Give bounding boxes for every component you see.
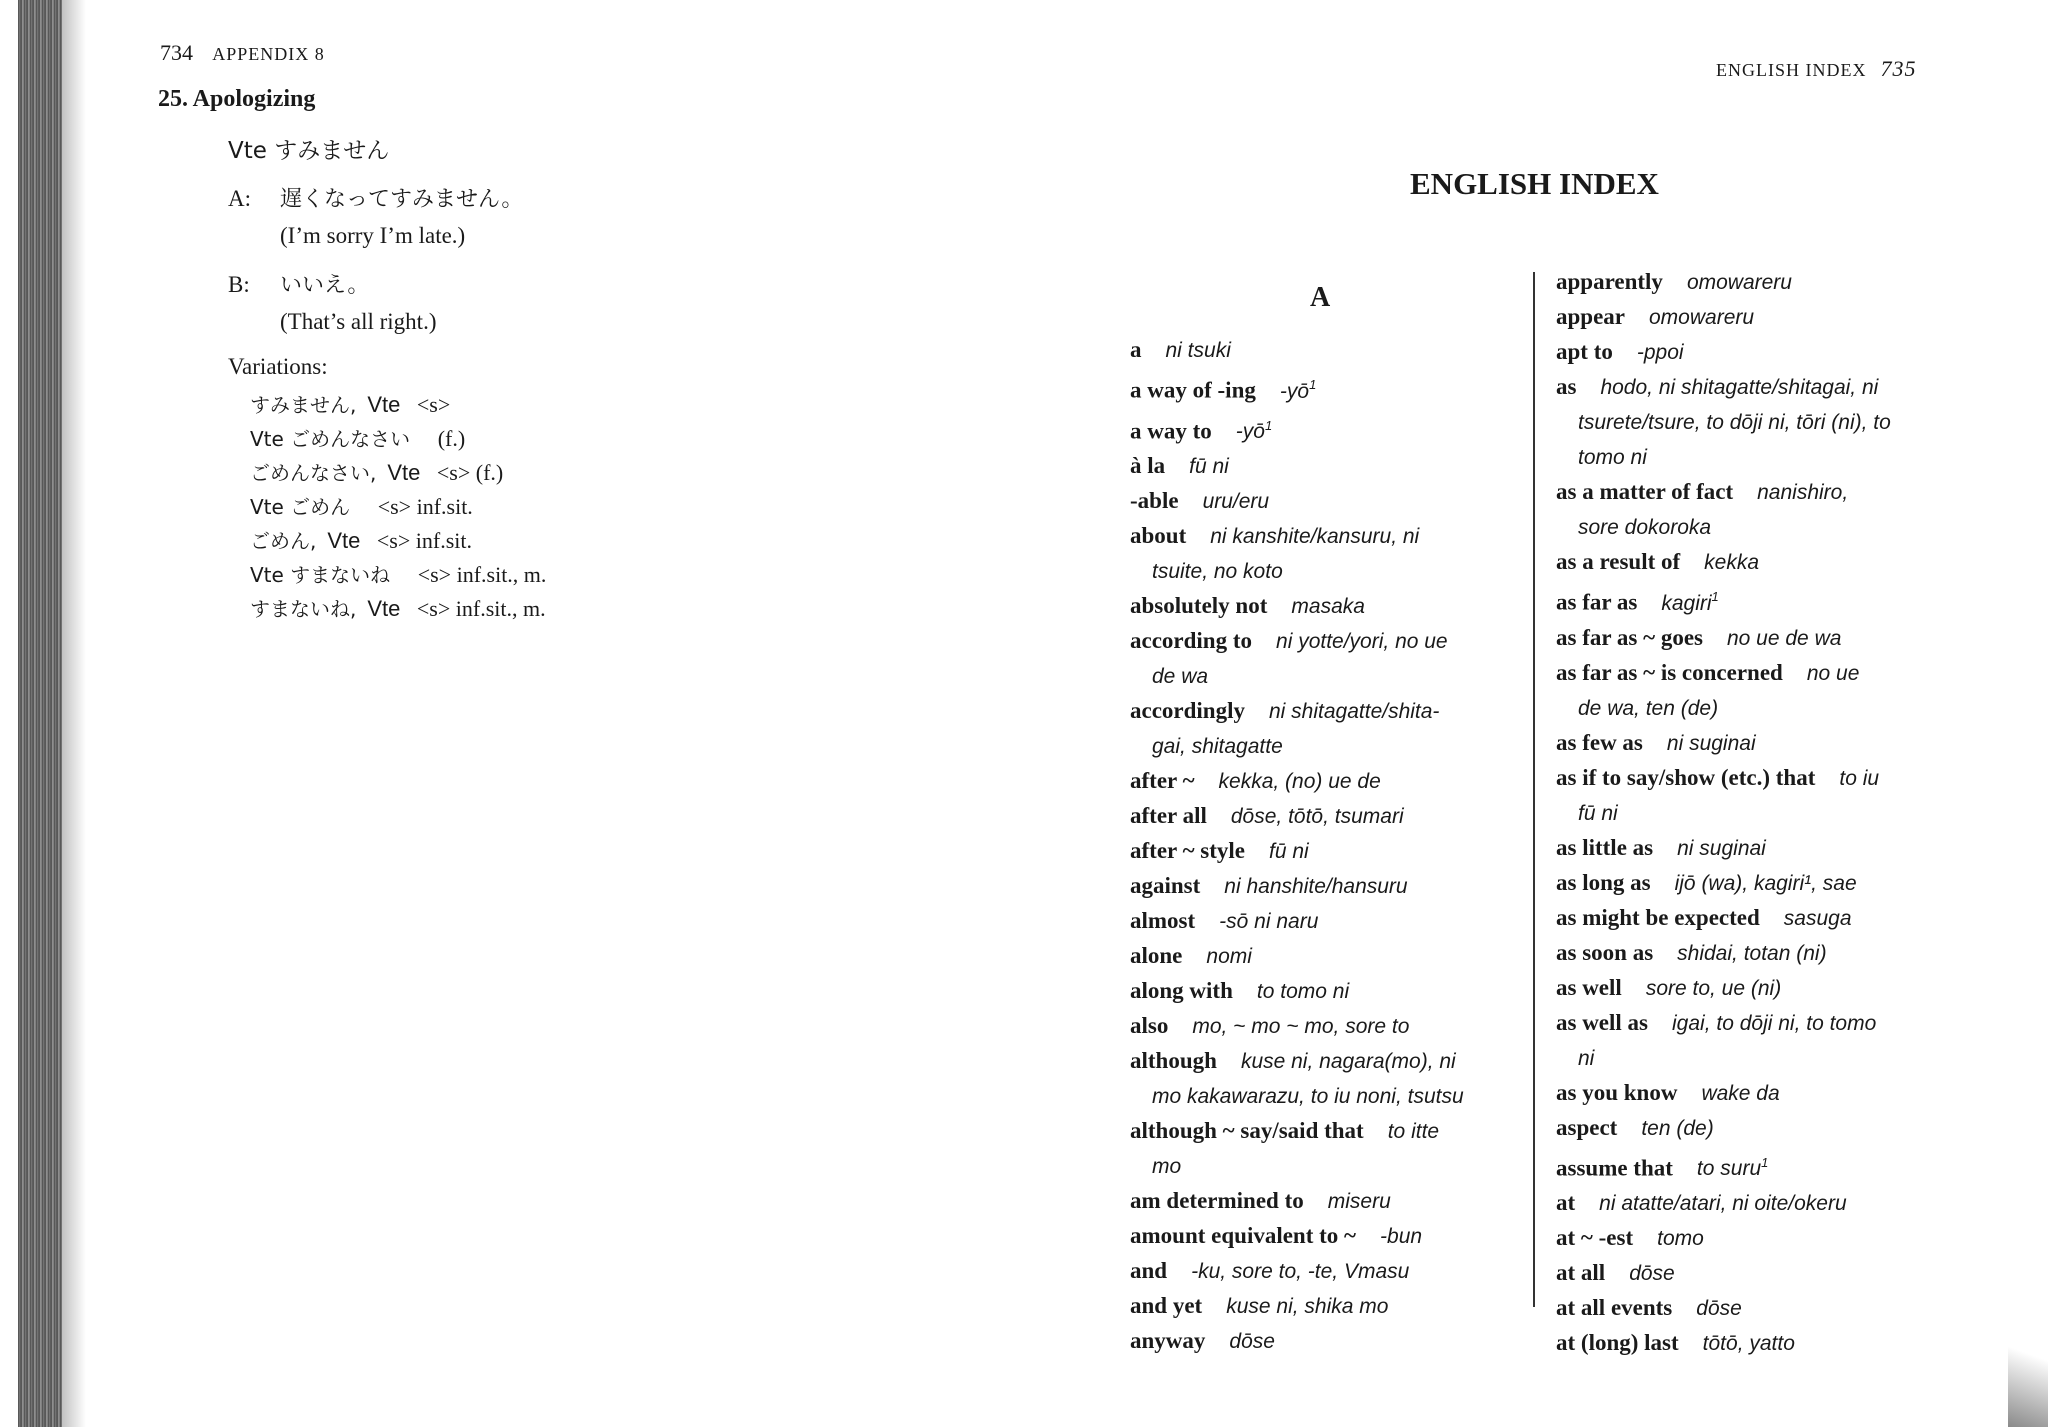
variation-row: [250, 422, 546, 456]
index-gloss: sore to, ue (ni): [1645, 976, 1782, 1000]
variation-note: inf.sit., m.: [455, 596, 546, 621]
index-entry: [1130, 1114, 1515, 1149]
index-entry-continuation: [1556, 510, 1941, 545]
index-entry: [1556, 726, 1941, 761]
index-term: as far as ~ is concerned: [1556, 659, 1783, 685]
index-term: as soon as: [1556, 939, 1654, 965]
index-term: almost: [1130, 908, 1196, 934]
index-entry: [1556, 656, 1941, 691]
index-entry: [1556, 971, 1941, 1006]
index-term: as you know: [1556, 1079, 1678, 1105]
index-column-2: [1556, 265, 1941, 1361]
index-entry: [1556, 545, 1941, 580]
index-term: at all: [1556, 1260, 1606, 1286]
index-term: as far as ~ goes: [1556, 624, 1703, 650]
index-entry: [1556, 265, 1941, 300]
index-term: after ~: [1130, 768, 1195, 794]
index-entry: [1130, 1324, 1515, 1359]
index-gloss: -ppoi: [1636, 341, 1684, 364]
index-gloss: sasuga: [1783, 906, 1852, 930]
variations-label: Variations:: [228, 354, 328, 379]
variations-list: [250, 388, 546, 626]
index-gloss: dōse: [1629, 1262, 1675, 1286]
index-gloss: ni suginai: [1666, 731, 1756, 755]
index-entry: [1130, 799, 1515, 834]
index-gloss: -ku, sore to, -te, Vmasu: [1191, 1260, 1410, 1284]
index-entry: [1130, 589, 1515, 624]
index-term: at ~ -est: [1556, 1225, 1634, 1251]
index-term: at all events: [1556, 1295, 1673, 1321]
index-term: as if to say/show (etc.) that: [1556, 764, 1816, 790]
index-entry-continuation: [1130, 659, 1515, 694]
index-term: as well: [1556, 974, 1622, 1000]
index-gloss: de wa: [1152, 665, 1209, 689]
index-term: and yet: [1130, 1293, 1203, 1319]
index-gloss: nanishiro,: [1757, 481, 1849, 504]
index-term: and: [1130, 1258, 1168, 1284]
index-term: as few as: [1556, 729, 1643, 755]
index-gloss: to suru: [1696, 1157, 1762, 1181]
index-gloss: sore dokoroka: [1578, 516, 1712, 539]
right-page-number: 735: [1880, 56, 1917, 81]
variation-row: [250, 456, 546, 490]
index-gloss: no ue de wa: [1726, 626, 1842, 650]
index-entry: [1556, 580, 1941, 621]
left-page-number: 734: [160, 40, 193, 65]
index-term: after all: [1130, 803, 1207, 829]
index-entry: [1130, 974, 1515, 1009]
index-entry: [1556, 761, 1941, 796]
index-entry-continuation: [1556, 1041, 1941, 1076]
index-gloss: dōse, tōtō, tsumari: [1230, 805, 1404, 829]
index-gloss: kekka: [1704, 551, 1760, 574]
index-gloss: -yō: [1279, 379, 1310, 403]
variation-row: [250, 490, 546, 524]
variation-japanese: Vte ごめん: [250, 495, 351, 519]
index-term: after ~ style: [1130, 838, 1245, 864]
variation-form: Vte: [387, 460, 421, 485]
index-entry: [1556, 866, 1941, 901]
variation-form: Vte: [327, 528, 361, 553]
index-entry: [1130, 1009, 1515, 1044]
pattern-line: Vte すみません: [228, 138, 390, 164]
index-term: as well as: [1556, 1009, 1648, 1035]
index-gloss: fū ni: [1269, 840, 1309, 864]
index-term: as long as: [1556, 869, 1651, 895]
variation-japanese: ごめんなさい,: [250, 461, 377, 485]
variation-note: (f.): [475, 460, 504, 485]
index-entry: [1556, 621, 1941, 656]
index-term: as might be expected: [1556, 904, 1760, 930]
superscript-number: 1: [1711, 589, 1719, 604]
variation-form: Vte: [367, 392, 401, 417]
index-term: about: [1130, 523, 1187, 549]
index-term: à la: [1130, 453, 1166, 479]
index-gloss: miseru: [1327, 1190, 1391, 1214]
index-gloss: kekka, (no) ue de: [1218, 770, 1381, 794]
index-term: absolutely not: [1130, 593, 1268, 619]
index-term: as little as: [1556, 834, 1654, 860]
index-entry: [1130, 1289, 1515, 1324]
variation-japanese: すまないね,: [250, 597, 357, 621]
index-entry-continuation: [1130, 1149, 1515, 1184]
variation-row: [250, 558, 546, 592]
index-entry: [1556, 1186, 1941, 1221]
variation-japanese: ごめん,: [250, 529, 317, 553]
variation-style: <s>: [376, 528, 411, 553]
index-gloss: de wa, ten (de): [1578, 696, 1719, 720]
index-term: as a result of: [1556, 549, 1681, 574]
index-gloss: tsurete/tsure, to dōji ni, tōri (ni), to: [1578, 411, 1891, 434]
index-gloss: mo: [1152, 1155, 1182, 1179]
index-entry-continuation: [1130, 729, 1515, 764]
left-running-head: [160, 40, 325, 66]
column-divider: [1533, 272, 1535, 1307]
index-entry-continuation: [1556, 405, 1941, 440]
dialogue-english: (That’s all right.): [280, 309, 437, 334]
index-gloss: tomo: [1657, 1227, 1704, 1251]
index-gloss: ijō (wa), kagiri¹, sae: [1674, 871, 1857, 895]
index-term: against: [1130, 873, 1201, 899]
index-entry: [1130, 368, 1515, 409]
variation-style: <s>: [436, 460, 471, 485]
index-term: alone: [1130, 943, 1183, 969]
left-running-head-title: APPENDIX 8: [212, 44, 325, 64]
index-gloss: omowareru: [1686, 271, 1792, 294]
variation-style: (f.): [437, 426, 466, 451]
dialogue-japanese: いいえ。: [280, 273, 370, 298]
variation-japanese: すみません,: [250, 393, 357, 417]
index-gloss: tōtō, yatto: [1702, 1332, 1795, 1356]
left-page: [0, 0, 1000, 1427]
index-term: am determined to: [1130, 1188, 1304, 1214]
index-entry: [1556, 335, 1941, 370]
variation-note: inf.sit.: [416, 494, 473, 519]
index-gloss: ni kanshite/kansuru, ni: [1210, 525, 1420, 549]
index-entry: [1556, 1006, 1941, 1041]
variation-style: <s>: [416, 392, 451, 417]
index-entry: [1556, 1221, 1941, 1256]
variation-row: [250, 524, 546, 558]
speaker-label: B:: [228, 272, 250, 297]
index-entry: [1556, 1256, 1941, 1291]
index-entry: [1130, 1254, 1515, 1289]
index-gloss: -bun: [1380, 1225, 1423, 1249]
superscript-number: 1: [1761, 1154, 1769, 1170]
index-gloss: to iu: [1839, 766, 1880, 790]
index-gloss: wake da: [1701, 1081, 1780, 1105]
index-entry: [1556, 475, 1941, 510]
index-entry: [1130, 764, 1515, 799]
index-gloss: ni: [1578, 1046, 1595, 1070]
index-term: according to: [1130, 628, 1253, 654]
speaker-label: A:: [228, 186, 251, 211]
index-entry: [1130, 409, 1515, 450]
index-entry: [1556, 1326, 1941, 1361]
index-term: at (long) last: [1556, 1330, 1679, 1356]
index-entry: [1130, 694, 1515, 729]
index-entry: [1556, 1291, 1941, 1326]
variation-row: [250, 592, 546, 626]
index-term: a way to: [1130, 418, 1212, 444]
index-entry: [1130, 449, 1515, 484]
index-gloss: kuse ni, nagara(mo), ni: [1240, 1050, 1456, 1074]
index-gloss: masaka: [1291, 595, 1365, 619]
section-title: 25. Apologizing: [158, 86, 316, 112]
index-gloss: dōse: [1696, 1297, 1742, 1321]
index-gloss: kuse ni, shika mo: [1226, 1295, 1389, 1319]
dialogue-japanese: 遅くなってすみません。: [280, 187, 524, 212]
index-entry: [1556, 901, 1941, 936]
index-entry: [1130, 1044, 1515, 1079]
index-gloss: -sō ni naru: [1219, 910, 1319, 934]
dialogue-line-b: [228, 268, 437, 335]
index-term: although ~ say/said that: [1130, 1118, 1364, 1144]
index-term: appear: [1556, 304, 1625, 329]
index-gloss: fū ni: [1578, 801, 1618, 825]
index-term: aspect: [1556, 1114, 1618, 1140]
index-entry: [1130, 484, 1515, 519]
index-entry: [1556, 1111, 1941, 1146]
index-gloss: nomi: [1206, 945, 1252, 969]
index-entry: [1130, 904, 1515, 939]
index-term: amount equivalent to ~: [1130, 1223, 1357, 1249]
index-gloss: mo kakawarazu, to iu noni, tsutsu: [1152, 1085, 1464, 1109]
index-term: along with: [1130, 978, 1233, 1004]
index-entry-continuation: [1130, 1079, 1515, 1114]
index-entry: [1130, 1219, 1515, 1254]
right-running-head-title: ENGLISH INDEX: [1716, 60, 1867, 80]
index-gloss: omowareru: [1649, 306, 1755, 329]
index-entry-continuation: [1130, 554, 1515, 589]
superscript-number: 1: [1264, 417, 1273, 433]
index-entry: [1556, 1076, 1941, 1111]
index-entry: [1556, 831, 1941, 866]
index-entry: [1130, 624, 1515, 659]
index-gloss: to tomo ni: [1256, 980, 1350, 1004]
index-gloss: no ue: [1806, 661, 1860, 685]
index-gloss: ni atatte/atari, ni oite/okeru: [1599, 1192, 1847, 1216]
index-entry: [1130, 869, 1515, 904]
index-term: as a matter of fact: [1556, 479, 1734, 504]
index-term: apt to: [1556, 339, 1613, 364]
dialogue-english: (I’m sorry I’m late.): [280, 223, 466, 248]
index-term: accordingly: [1130, 698, 1245, 724]
index-gloss: shidai, totan (ni): [1677, 941, 1827, 965]
index-gloss: ni hanshite/hansuru: [1224, 875, 1408, 899]
right-running-head: [1716, 56, 1916, 82]
index-term: also: [1130, 1013, 1169, 1039]
index-entry: [1130, 333, 1515, 368]
page-corner-shadow: [2008, 1307, 2048, 1427]
index-title: ENGLISH INDEX: [1410, 166, 1659, 201]
variation-japanese: Vte ごめんなさい: [250, 427, 411, 451]
index-term: anyway: [1130, 1328, 1206, 1354]
index-term: a: [1130, 337, 1142, 362]
index-entry-continuation: [1556, 440, 1941, 475]
index-gloss: ten (de): [1641, 1116, 1714, 1140]
index-entry: [1130, 519, 1515, 554]
index-gloss: -yō: [1235, 420, 1265, 444]
index-term: at: [1556, 1190, 1576, 1216]
index-entry-continuation: [1556, 796, 1941, 831]
index-gloss: ni suginai: [1677, 836, 1766, 860]
index-gloss: ni tsuki: [1165, 339, 1231, 362]
index-gloss: gai, shitagatte: [1152, 735, 1283, 759]
index-gloss: hodo, ni shitagatte/shitagai, ni: [1600, 376, 1879, 399]
variation-style: <s>: [377, 494, 412, 519]
index-gloss: ni shitagatte/shita-: [1269, 700, 1440, 724]
variation-row: [250, 388, 546, 422]
variation-note: inf.sit.: [415, 528, 473, 553]
index-term: a way of -ing: [1130, 377, 1256, 403]
variation-style: <s>: [416, 596, 451, 621]
index-gloss: dōse: [1229, 1330, 1275, 1354]
index-gloss: kagiri: [1661, 591, 1712, 615]
letter-heading: A: [1310, 282, 1331, 313]
index-gloss: to itte: [1387, 1120, 1440, 1144]
index-entry: [1556, 370, 1941, 405]
index-entry: [1130, 1184, 1515, 1219]
superscript-number: 1: [1309, 377, 1317, 392]
index-gloss: igai, to dōji ni, to tomo: [1672, 1011, 1877, 1035]
variation-style: <s>: [417, 562, 452, 587]
index-gloss: uru/eru: [1202, 490, 1270, 514]
index-term: -able: [1130, 488, 1179, 514]
index-entry: [1130, 834, 1515, 869]
index-column-1: [1130, 333, 1515, 1359]
variation-japanese: Vte すまないね: [250, 563, 391, 587]
index-gloss: fū ni: [1189, 455, 1229, 479]
index-entry-continuation: [1556, 691, 1941, 726]
index-term: as far as: [1556, 589, 1638, 615]
index-term: apparently: [1556, 269, 1663, 294]
index-gloss: tomo ni: [1578, 446, 1647, 469]
variation-form: Vte: [367, 596, 401, 621]
index-entry: [1556, 936, 1941, 971]
index-gloss: mo, ~ mo ~ mo, sore to: [1192, 1015, 1410, 1039]
index-entry: [1130, 939, 1515, 974]
index-entry: [1556, 300, 1941, 335]
dialogue-line-a: [228, 182, 523, 249]
index-term: although: [1130, 1048, 1217, 1074]
index-term: as: [1556, 374, 1577, 399]
index-gloss: ni yotte/yori, no ue: [1276, 630, 1448, 654]
variation-note: inf.sit., m.: [456, 562, 547, 587]
index-entry: [1556, 1146, 1941, 1187]
index-gloss: tsuite, no koto: [1152, 560, 1283, 584]
index-term: assume that: [1556, 1155, 1673, 1181]
